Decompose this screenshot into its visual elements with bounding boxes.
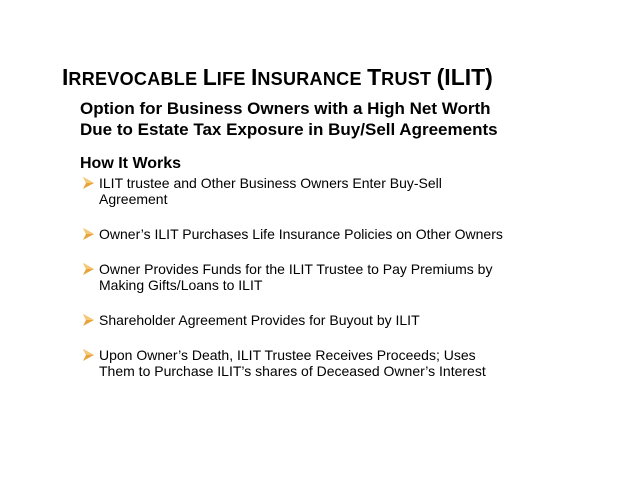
title-part: (ILIT) xyxy=(436,64,493,90)
arrow-bullet-icon xyxy=(82,262,95,276)
title-part: I xyxy=(62,64,69,90)
title-part: NSURANCE xyxy=(257,69,368,89)
arrow-bullet-icon xyxy=(82,227,95,241)
list-item xyxy=(80,226,600,242)
slide-title xyxy=(62,62,622,94)
title-part: RREVOCABLE xyxy=(68,69,203,89)
bullet-list xyxy=(80,175,600,398)
list-item xyxy=(80,261,600,293)
bullet-line: Them to Purchase ILIT’s shares of Deceased Owner’s Interest xyxy=(99,363,486,379)
title-part: L xyxy=(202,64,217,90)
subtitle-line: Due to Estate Tax Exposure in Buy/Sell Agreements xyxy=(80,120,498,139)
title-part: IFE xyxy=(216,69,251,89)
bullet-line: Shareholder Agreement Provides for Buyout by ILIT xyxy=(99,312,420,328)
bullet-line: Owner’s ILIT Purchases Life Insurance Policies on Other Owners xyxy=(99,226,503,242)
slide-subtitle xyxy=(80,98,600,140)
subtitle-line: Option for Business Owners with a High Net Worth xyxy=(80,99,491,118)
bullet-line: Making Gifts/Loans to ILIT xyxy=(99,277,263,293)
list-item xyxy=(80,347,600,379)
title-part: RUST xyxy=(381,69,437,89)
list-item xyxy=(80,312,600,328)
arrow-bullet-icon xyxy=(82,313,95,327)
arrow-bullet-icon xyxy=(82,348,95,362)
title-part: T xyxy=(367,64,382,90)
bullet-line: Owner Provides Funds for the ILIT Trustee to Pay Premiums by xyxy=(99,261,493,277)
list-item xyxy=(80,175,600,207)
arrow-bullet-icon xyxy=(82,176,95,190)
bullet-line: Upon Owner’s Death, ILIT Trustee Receives Proceeds; Uses xyxy=(99,347,476,363)
section-heading: How It Works xyxy=(80,155,182,172)
bullet-line: ILIT trustee and Other Business Owners Enter Buy-Sell xyxy=(99,175,442,191)
title-part: I xyxy=(250,64,258,90)
bullet-line: Agreement xyxy=(99,191,168,207)
